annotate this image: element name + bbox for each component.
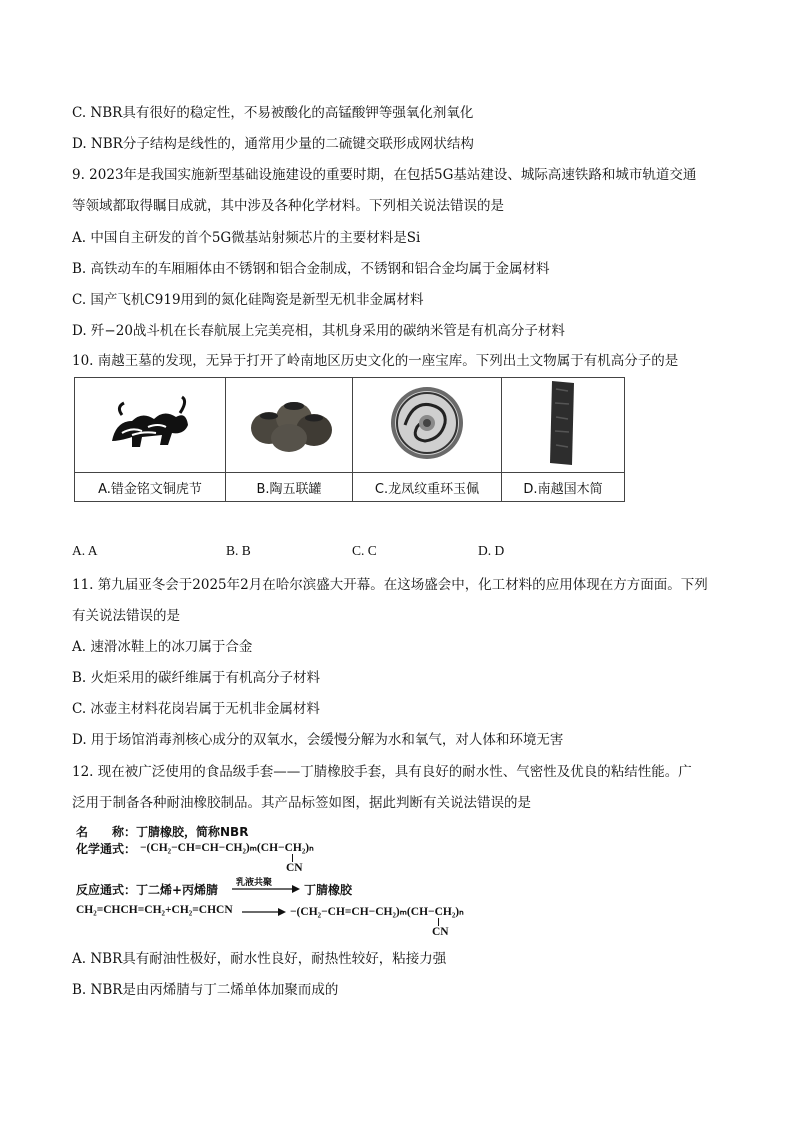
q11-option-d: D. 用于场馆消毒剂核心成分的双氧水，会缓慢分解为水和氧气，对人体和环境无害 [72,732,564,748]
q11-option-b: B. 火炬采用的碳纤维属于有机高分子材料 [72,670,321,686]
q12-option-b: B. NBR是由丙烯腈与丁二烯单体加聚而成的 [72,982,339,998]
label-formula-cn: CN [286,862,303,874]
q8-option-c: C. NBR具有很好的稳定性，不易被酸化的高锰酸钾等强氧化剂氧化 [72,105,474,121]
q9-option-d: D. 歼−20战斗机在长春航展上完美亮相，其机身采用的碳纳米管是有机高分子材料 [72,323,565,339]
caption-a: A.错金铭文铜虎节 [75,473,226,502]
pottery-jars-image [226,378,353,473]
q12-option-a: A. NBR具有耐油性极好，耐水性良好，耐热性较好，粘接力强 [72,951,447,967]
q8-option-d: D. NBR分子结构是线性的，通常用少量的二硫键交联形成网状结构 [72,136,474,152]
reaction-product: 丁腈橡胶 [304,883,353,897]
bond-line [292,854,293,862]
caption-d: D.南越国木简 [502,473,625,502]
q11-option-c: C. 冰壶主材料花岗岩属于无机非金属材料 [72,701,320,717]
caption-c: C.龙凤纹重环玉佩 [353,473,502,502]
bond-line-2 [438,918,439,926]
q9-option-c: C. 国产飞机C919用到的氮化硅陶瓷是新型无机非金属材料 [72,292,424,308]
q10-option-b: B. B [226,543,251,558]
reaction-condition: 乳液共聚 [236,878,273,888]
q9-option-b: B. 高铁动车的车厢厢体由不锈钢和铝合金制成，不锈钢和铝合金均属于金属材料 [72,261,550,277]
q11-stem-line2: 有关说法错误的是 [72,608,180,624]
equation-right: −(CH₂−CH=CH−CH₂)ₘ(CH−CH₂)ₙ [290,906,464,918]
label-name: 名 称：丁腈橡胶，简称NBR [76,825,249,839]
q11-option-a: A. 速滑冰鞋上的冰刀属于合金 [72,639,253,655]
label-formula-title: 化学通式： [76,842,137,856]
equation-cn: CN [432,926,449,938]
q11-stem-line1: 11. 第九届亚冬会于2025年2月在哈尔滨盛大开幕。在这场盛会中，化工材料的应用体现在方方面面。下列 [72,577,708,593]
q10-stem: 10. 南越王墓的发现，无异于打开了岭南地区历史文化的一座宝库。下列出土文物属于有机高分子的是 [72,353,679,369]
tiger-tally-image [75,378,226,473]
wooden-slip-image [502,378,625,473]
q9-option-a: A. 中国自主研发的首个5G微基站射频芯片的主要材料是Si [72,230,421,246]
caption-b: B.陶五联罐 [226,473,353,502]
label-reaction-title: 反应通式：丁二烯+丙烯腈 [76,883,219,897]
q9-stem-line1: 9. 2023年是我国实施新型基础设施建设的重要时期，在包括5G基站建设、城际高速铁路和城市轨道交通 [72,167,697,183]
artifact-table [74,377,625,502]
label-formula: −(CH₂−CH=CH−CH₂)ₘ(CH−CH₂)ₙ [140,842,314,854]
q10-option-c: C. C [352,543,377,558]
jade-pendant-image [353,378,502,473]
q10-option-a: A. A [72,543,98,558]
equation-left: CH₂=CHCH=CH₂+CH₂=CHCN [76,904,233,916]
q10-option-d: D. D [478,543,505,558]
q9-stem-line2: 等领域都取得瞩目成就，其中涉及各种化学材料。下列相关说法错误的是 [72,198,504,214]
reaction-arrow-icon [232,884,302,894]
equation-arrow-icon [242,907,288,917]
q12-stem-line2: 泛用于制备各种耐油橡胶制品。其产品标签如图，据此判断有关说法错误的是 [72,795,531,811]
q12-stem-line1: 12. 现在被广泛使用的食品级手套——丁腈橡胶手套，具有良好的耐水性、气密性及优良的粘结性能。广 [72,764,692,780]
